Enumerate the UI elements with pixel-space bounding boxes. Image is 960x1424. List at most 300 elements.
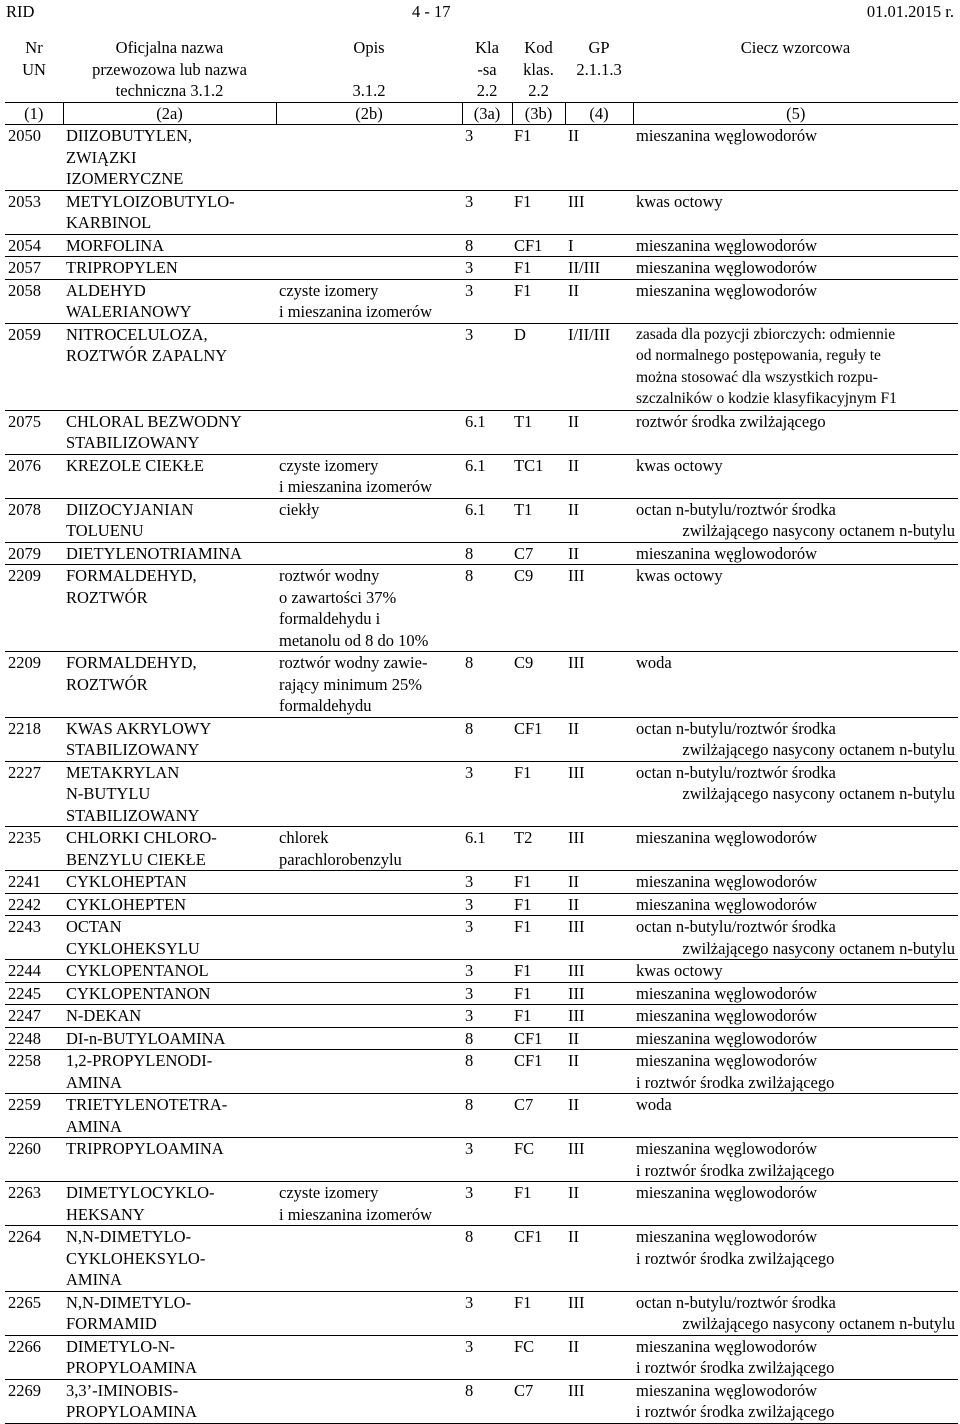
- standard-liquid: [633, 761, 958, 827]
- substance-name-line: AMINA: [66, 1116, 122, 1136]
- substance-name: [63, 1027, 276, 1050]
- standard-liquid: [633, 190, 958, 234]
- standard-liquid-line: zwilżającego nasycony octanem n-butylu: [682, 1314, 955, 1333]
- standard-liquid-line: mieszanina węglowodorów: [636, 1051, 817, 1070]
- substance-name: [63, 323, 276, 410]
- un-number: 2266: [5, 1335, 63, 1379]
- classification-code: F1: [512, 190, 565, 234]
- classification-code: CF1: [512, 1226, 565, 1292]
- description-line: parachlorobenzylu: [279, 849, 402, 869]
- description-line: i mieszanina izomerów: [279, 1204, 433, 1224]
- column-numbers: [5, 102, 958, 125]
- standard-liquid-line: kwas octowy: [636, 455, 723, 475]
- standard-liquid-line: i roztwór środka zwilżającego: [636, 1402, 835, 1421]
- standard-liquid-line: octan n-butylu/roztwór środka: [636, 499, 836, 519]
- classification-code: FC: [512, 1335, 565, 1379]
- substance-name: [63, 761, 276, 827]
- classification-code: TC1: [512, 454, 565, 498]
- substance-name-line: PROPYLOAMINA: [66, 1402, 198, 1421]
- description-line: czyste izomery: [279, 1183, 379, 1202]
- classification-code: F1: [512, 1291, 565, 1335]
- class: 8: [462, 1379, 512, 1423]
- packing-group: II: [565, 125, 633, 191]
- classification-code: FC: [512, 1138, 565, 1182]
- table-row: [5, 1226, 958, 1292]
- substance-name-line: KWAS AKRYLOWY: [66, 718, 212, 738]
- classification-code: C7: [512, 1094, 565, 1138]
- class: 3: [462, 916, 512, 960]
- standard-liquid-line: mieszanina węglowodorów: [636, 126, 817, 145]
- substance-name-line: BENZYLU CIEKŁE: [66, 849, 206, 869]
- class: 3: [462, 893, 512, 916]
- standard-liquid-line: mieszanina węglowodorów: [636, 1336, 817, 1356]
- packing-group: III: [565, 960, 633, 983]
- classification-code: CF1: [512, 717, 565, 761]
- packing-group: III: [565, 982, 633, 1005]
- description: [276, 1335, 462, 1379]
- description: [276, 410, 462, 454]
- class: 8: [462, 1094, 512, 1138]
- standard-liquid: [633, 125, 958, 191]
- un-number: 2078: [5, 498, 63, 542]
- header-left: RID: [6, 2, 35, 21]
- standard-liquid: [633, 1335, 958, 1379]
- packing-group: II: [565, 542, 633, 565]
- substance-name: [63, 1182, 276, 1226]
- packing-group: II: [565, 1226, 633, 1292]
- substance-name: [63, 1094, 276, 1138]
- description: [276, 761, 462, 827]
- classification-code: F1: [512, 257, 565, 280]
- standard-liquid-line: zasada dla pozycji zbiorczych: odmiennie: [636, 325, 896, 343]
- classification-code: F1: [512, 893, 565, 916]
- class: 3: [462, 1138, 512, 1182]
- packing-group: II: [565, 893, 633, 916]
- standard-liquid-line: można stosować dla wszystkich rozpu-: [636, 368, 878, 386]
- class: 3: [462, 1005, 512, 1028]
- description: [276, 565, 462, 652]
- col-num-2a: (2a): [63, 102, 276, 125]
- table-row: [5, 498, 958, 542]
- class: 8: [462, 1050, 512, 1094]
- description-line: metanolu od 8 do 10%: [279, 630, 429, 650]
- column-headers: [5, 37, 958, 102]
- description: [276, 323, 462, 410]
- description: [276, 982, 462, 1005]
- un-number: 2050: [5, 125, 63, 191]
- description-line: rający minimum 25%: [279, 674, 422, 694]
- un-number: 2075: [5, 410, 63, 454]
- un-number: 2243: [5, 916, 63, 960]
- description-line: roztwór wodny zawie-: [279, 653, 428, 672]
- packing-group: II: [565, 871, 633, 894]
- substance-name-line: ROZTWÓR ZAPALNY: [66, 346, 228, 365]
- un-number: 2209: [5, 565, 63, 652]
- substance-name: [63, 717, 276, 761]
- standard-liquid: [633, 565, 958, 652]
- table-row: [5, 234, 958, 257]
- packing-group: III: [565, 190, 633, 234]
- table-row: [5, 960, 958, 983]
- un-number: 2242: [5, 893, 63, 916]
- col-num-3b: (3b): [512, 102, 565, 125]
- col-num-2b: (2b): [276, 102, 462, 125]
- classification-code: CF1: [512, 1050, 565, 1094]
- standard-liquid-line: mieszanina węglowodorów: [636, 1139, 817, 1158]
- substance-name-line: CYKLOHEPTAN: [66, 872, 187, 891]
- header-date: 01.01.2015 r.: [866, 2, 954, 21]
- un-number: 2263: [5, 1182, 63, 1226]
- description-line: o zawartości 37%: [279, 587, 397, 607]
- classification-code: T1: [512, 498, 565, 542]
- table-row: [5, 1379, 958, 1423]
- description: [276, 234, 462, 257]
- substance-name-line: ROZTWÓR: [66, 674, 148, 694]
- description-line: roztwór wodny: [279, 566, 380, 585]
- col-name-header: Oficjalna nazwa przewozowa lub nazwa techniczna 3.1.2: [92, 38, 247, 100]
- classification-code: C7: [512, 1379, 565, 1423]
- packing-group: I: [565, 234, 633, 257]
- packing-group: III: [565, 761, 633, 827]
- class: 8: [462, 542, 512, 565]
- packing-group: II/III: [565, 257, 633, 280]
- standard-liquid: [633, 652, 958, 718]
- description: [276, 1027, 462, 1050]
- substance-name-line: STABILIZOWANY: [66, 740, 200, 759]
- col-num-3a: (3a): [462, 102, 512, 125]
- description: [276, 827, 462, 871]
- description: [276, 454, 462, 498]
- table-row: [5, 1335, 958, 1379]
- substance-name-line: CYKLOPENTANON: [66, 983, 211, 1003]
- standard-liquid-line: woda: [636, 1095, 672, 1114]
- un-number: 2079: [5, 542, 63, 565]
- substance-name-line: PROPYLOAMINA: [66, 1358, 198, 1377]
- substance-name: [63, 1138, 276, 1182]
- standard-liquid-line: zwilżającego nasycony octanem n-butylu: [682, 521, 955, 540]
- classification-code: D: [512, 323, 565, 410]
- packing-group: II: [565, 1050, 633, 1094]
- standard-liquid-line: mieszanina węglowodorów: [636, 1006, 817, 1025]
- description: [276, 125, 462, 191]
- standard-liquid-line: i roztwór środka zwilżającego: [636, 1358, 835, 1377]
- col-ciecz-header: Ciecz wzorcowa: [740, 38, 851, 57]
- description: [276, 652, 462, 718]
- substance-name: [63, 410, 276, 454]
- packing-group: III: [565, 1379, 633, 1423]
- un-number: 2209: [5, 652, 63, 718]
- substance-name-line: TOLUENU: [66, 521, 144, 540]
- standard-liquid-line: i roztwór środka zwilżającego: [636, 1072, 835, 1092]
- substance-name: [63, 1379, 276, 1423]
- packing-group: II: [565, 410, 633, 454]
- packing-group: III: [565, 565, 633, 652]
- table-row: [5, 1094, 958, 1138]
- substance-name: [63, 827, 276, 871]
- classification-code: T1: [512, 410, 565, 454]
- table-row: [5, 125, 958, 191]
- class: 3: [462, 1335, 512, 1379]
- substance-name: [63, 542, 276, 565]
- description: [276, 279, 462, 323]
- un-number: 2054: [5, 234, 63, 257]
- table-row: [5, 410, 958, 454]
- un-number: 2259: [5, 1094, 63, 1138]
- standard-liquid-line: kwas octowy: [636, 191, 723, 211]
- substances-table: [5, 37, 958, 1424]
- standard-liquid: [633, 1094, 958, 1138]
- substance-name-line: STABILIZOWANY: [66, 433, 200, 452]
- classification-code: F1: [512, 761, 565, 827]
- standard-liquid-line: roztwór środka zwilżającego: [636, 411, 826, 431]
- un-number: 2227: [5, 761, 63, 827]
- table-row: [5, 1005, 958, 1028]
- standard-liquid-line: octan n-butylu/roztwór środka: [636, 762, 836, 782]
- description: [276, 1094, 462, 1138]
- un-number: 2245: [5, 982, 63, 1005]
- un-number: 2053: [5, 190, 63, 234]
- col-num-5: (5): [633, 102, 958, 125]
- classification-code: F1: [512, 125, 565, 191]
- header-page-number: 4 - 17: [412, 2, 451, 21]
- un-number: 2269: [5, 1379, 63, 1423]
- table-row: [5, 1182, 958, 1226]
- table-row: [5, 257, 958, 280]
- packing-group: II: [565, 1182, 633, 1226]
- description-line: czyste izomery: [279, 455, 379, 475]
- class: 8: [462, 717, 512, 761]
- packing-group: III: [565, 1005, 633, 1028]
- class: 8: [462, 1027, 512, 1050]
- description: [276, 542, 462, 565]
- classification-code: CF1: [512, 234, 565, 257]
- substance-name-line: ZWIĄZKI: [66, 147, 137, 167]
- standard-liquid: [633, 454, 958, 498]
- substance-name: [63, 1291, 276, 1335]
- standard-liquid: [633, 1027, 958, 1050]
- standard-liquid: [633, 323, 958, 410]
- un-number: 2260: [5, 1138, 63, 1182]
- standard-liquid-line: mieszanina węglowodorów: [636, 280, 817, 300]
- packing-group: II: [565, 1335, 633, 1379]
- substance-name-line: DIIZOBUTYLEN,: [66, 126, 193, 145]
- substance-name: [63, 652, 276, 718]
- substance-name-line: FORMALDEHYD,: [66, 566, 197, 585]
- standard-liquid-line: mieszanina węglowodorów: [636, 235, 817, 255]
- col-kod-header: Kod klas. 2.2: [523, 38, 554, 100]
- col-num-1: (1): [5, 102, 63, 125]
- substance-name-line: DIETYLENOTRIAMINA: [66, 543, 242, 563]
- classification-code: F1: [512, 1005, 565, 1028]
- table-row: [5, 982, 958, 1005]
- table-row: [5, 761, 958, 827]
- substance-name-line: 3,3’-IMINOBIS-: [66, 1380, 179, 1400]
- standard-liquid: [633, 1379, 958, 1423]
- description: [276, 717, 462, 761]
- un-number: 2057: [5, 257, 63, 280]
- classification-code: F1: [512, 960, 565, 983]
- standard-liquid-line: mieszanina węglowodorów: [636, 1183, 817, 1202]
- standard-liquid-line: octan n-butylu/roztwór środka: [636, 718, 836, 738]
- classification-code: C9: [512, 565, 565, 652]
- substance-name-line: AMINA: [66, 1072, 122, 1092]
- description: [276, 1050, 462, 1094]
- standard-liquid: [633, 1050, 958, 1094]
- standard-liquid-line: octan n-butylu/roztwór środka: [636, 1292, 836, 1312]
- description-line: i mieszanina izomerów: [279, 302, 433, 321]
- substance-name-line: MORFOLINA: [66, 235, 165, 255]
- description-line: formaldehydu i: [279, 609, 381, 628]
- substance-name: [63, 1005, 276, 1028]
- description-line: chlorek: [279, 828, 329, 847]
- standard-liquid: [633, 279, 958, 323]
- un-number: 2076: [5, 454, 63, 498]
- substance-name-line: CHLORKI CHLORO-: [66, 828, 217, 847]
- substance-name-line: ALDEHYD: [66, 280, 146, 300]
- substance-name-line: HEKSANY: [66, 1204, 145, 1224]
- class: 3: [462, 960, 512, 983]
- table-row: [5, 871, 958, 894]
- un-number: 2218: [5, 717, 63, 761]
- packing-group: II: [565, 1094, 633, 1138]
- substance-name: [63, 190, 276, 234]
- substance-name: [63, 125, 276, 191]
- table-row: [5, 717, 958, 761]
- description: [276, 871, 462, 894]
- table-row: [5, 1138, 958, 1182]
- page-header: [0, 0, 960, 24]
- class: 8: [462, 565, 512, 652]
- table-row: [5, 916, 958, 960]
- standard-liquid-line: kwas octowy: [636, 961, 723, 980]
- standard-liquid-line: zwilżającego nasycony octanem n-butylu: [682, 938, 955, 958]
- standard-liquid: [633, 916, 958, 960]
- substance-name-line: FORMALDEHYD,: [66, 653, 197, 672]
- standard-liquid-line: mieszanina węglowodorów: [636, 543, 817, 563]
- classification-code: F1: [512, 871, 565, 894]
- substance-name: [63, 454, 276, 498]
- standard-liquid-line: kwas octowy: [636, 566, 723, 585]
- substance-name-line: TRIETYLENOTETRA-: [66, 1095, 228, 1114]
- standard-liquid: [633, 234, 958, 257]
- substance-name: [63, 257, 276, 280]
- classification-code: F1: [512, 982, 565, 1005]
- classification-code: F1: [512, 1182, 565, 1226]
- classification-code: F1: [512, 916, 565, 960]
- table-row: [5, 279, 958, 323]
- substance-name-line: DIMETYLOCYKLO-: [66, 1183, 215, 1202]
- description-line: czyste izomery: [279, 280, 379, 300]
- standard-liquid: [633, 498, 958, 542]
- class: 6.1: [462, 498, 512, 542]
- packing-group: III: [565, 827, 633, 871]
- substance-name-line: DIMETYLO-N-: [66, 1336, 176, 1356]
- table-row: [5, 565, 958, 652]
- description: [276, 960, 462, 983]
- substance-name-line: FORMAMID: [66, 1314, 157, 1333]
- packing-group: II: [565, 454, 633, 498]
- class: 3: [462, 323, 512, 410]
- substance-name: [63, 279, 276, 323]
- standard-liquid-line: mieszanina węglowodorów: [636, 258, 817, 277]
- standard-liquid-line: mieszanina węglowodorów: [636, 1227, 817, 1246]
- standard-liquid: [633, 960, 958, 983]
- standard-liquid-line: mieszanina węglowodorów: [636, 983, 817, 1003]
- standard-liquid: [633, 893, 958, 916]
- un-number: 2264: [5, 1226, 63, 1292]
- substance-name-line: DIIZOCYJANIAN: [66, 499, 194, 519]
- substance-name: [63, 498, 276, 542]
- classification-code: C7: [512, 542, 565, 565]
- standard-liquid-line: mieszanina węglowodorów: [636, 872, 817, 891]
- table-row: [5, 1027, 958, 1050]
- standard-liquid-line: mieszanina węglowodorów: [636, 828, 817, 847]
- description: [276, 1379, 462, 1423]
- packing-group: I/II/III: [565, 323, 633, 410]
- class: 8: [462, 652, 512, 718]
- substance-name-line: DI-n-BUTYLOAMINA: [66, 1028, 226, 1048]
- substance-name-line: CYKLOPENTANOL: [66, 961, 209, 980]
- classification-code: C9: [512, 652, 565, 718]
- standard-liquid: [633, 982, 958, 1005]
- table-row: [5, 652, 958, 718]
- class: 8: [462, 234, 512, 257]
- substance-name-line: ROZTWÓR: [66, 587, 148, 607]
- substance-name-line: N,N-DIMETYLO-: [66, 1227, 192, 1246]
- col-num-4: (4): [565, 102, 633, 125]
- standard-liquid: [633, 542, 958, 565]
- table-row: [5, 323, 958, 410]
- standard-liquid: [633, 1182, 958, 1226]
- standard-liquid-line: zwilżającego nasycony octanem n-butylu: [682, 740, 955, 759]
- substance-name: [63, 234, 276, 257]
- standard-liquid-line: i roztwór środka zwilżającego: [636, 1160, 835, 1180]
- table-row: [5, 190, 958, 234]
- class: 6.1: [462, 827, 512, 871]
- un-number: 2247: [5, 1005, 63, 1028]
- table-row: [5, 1050, 958, 1094]
- substance-name-line: OCTAN: [66, 917, 122, 936]
- substance-name-line: KARBINOL: [66, 213, 152, 232]
- substance-name: [63, 565, 276, 652]
- class: 3: [462, 190, 512, 234]
- substance-name: [63, 982, 276, 1005]
- standard-liquid: [633, 827, 958, 871]
- un-number: 2059: [5, 323, 63, 410]
- class: 6.1: [462, 454, 512, 498]
- un-number: 2244: [5, 960, 63, 983]
- packing-group: III: [565, 1138, 633, 1182]
- substance-name-line: N-BUTYLU: [66, 784, 151, 803]
- description: [276, 1182, 462, 1226]
- description: [276, 1005, 462, 1028]
- standard-liquid: [633, 717, 958, 761]
- description: [276, 893, 462, 916]
- description: [276, 257, 462, 280]
- col-klasa-header: Kla -sa 2.2: [475, 38, 499, 100]
- table-row: [5, 827, 958, 871]
- substance-name-line: CYKLOHEKSYLU: [66, 938, 200, 958]
- packing-group: III: [565, 652, 633, 718]
- class: 3: [462, 1291, 512, 1335]
- classification-code: F1: [512, 279, 565, 323]
- substance-name-line: CYKLOHEKSYLO-: [66, 1248, 206, 1268]
- substance-name-line: STABILIZOWANY: [66, 805, 200, 825]
- standard-liquid-line: mieszanina węglowodorów: [636, 1380, 817, 1400]
- standard-liquid-line: mieszanina węglowodorów: [636, 894, 817, 914]
- class: 3: [462, 871, 512, 894]
- description: [276, 1291, 462, 1335]
